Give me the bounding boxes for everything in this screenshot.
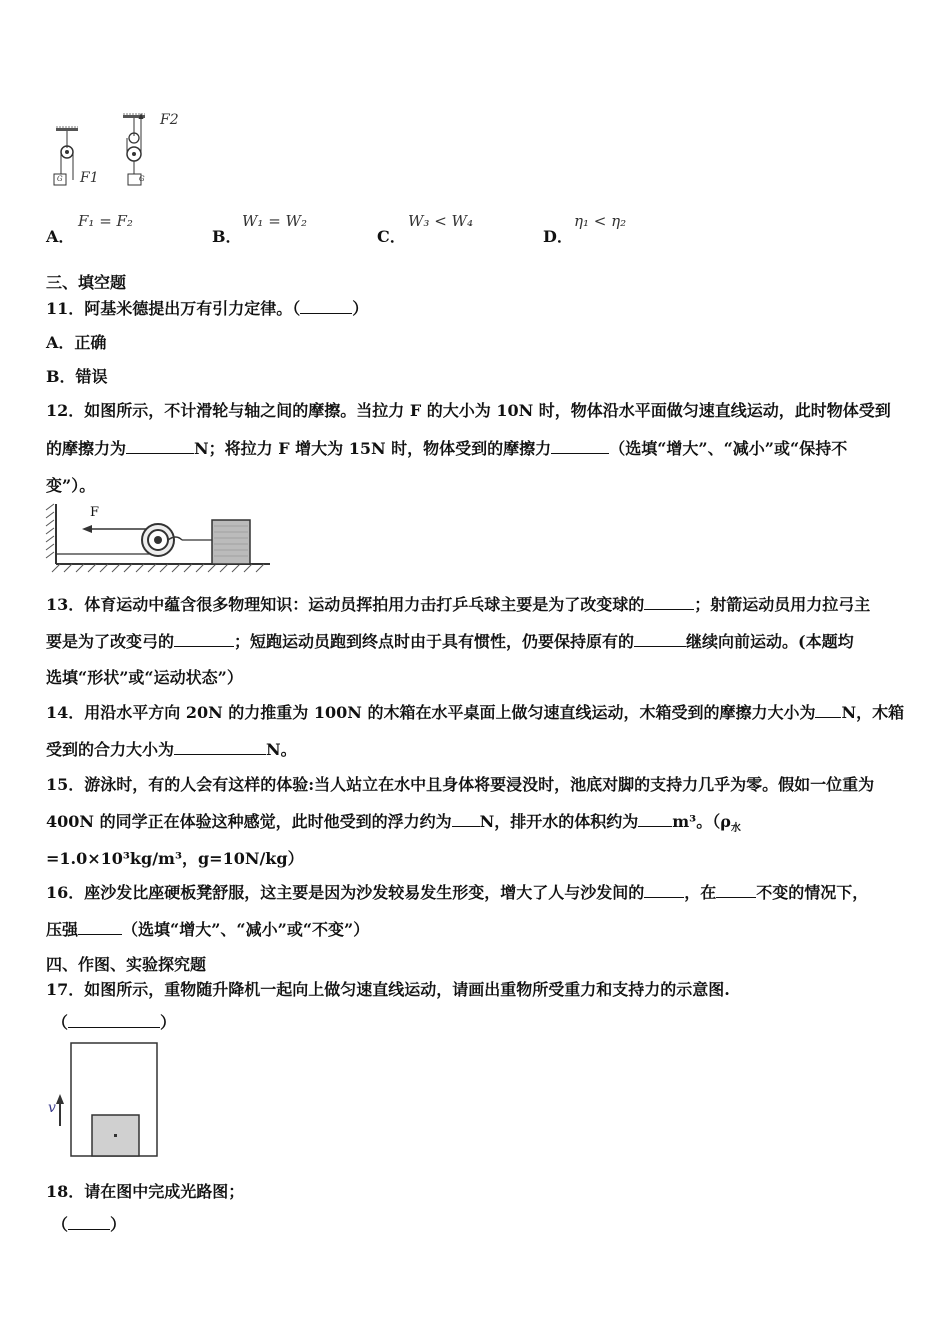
q14-line1: 14．用沿水平方向 20N 的力推重为 100N 的木箱在水平桌面上做匀速直线运动，木箱受到的摩擦力大小为 N，木箱	[46, 703, 905, 722]
q11-option-a: A．正确	[46, 333, 107, 352]
q16-area-blank[interactable]	[644, 883, 684, 898]
q18-answer-blank[interactable]	[68, 1215, 110, 1230]
q12-line3: 变”）。	[46, 476, 96, 495]
q12-friction-blank[interactable]	[126, 439, 194, 454]
q11-stem: 11．阿基米德提出万有引力定律。（ ）	[46, 299, 369, 318]
q14-line2: 受到的合力大小为 N。	[46, 740, 297, 759]
q13-line1: 13．体育运动中蕴含很多物理知识：运动员挥拍用力击打乒乓球主要是为了改变球的 ；射箭运动员用力拉弓主	[46, 595, 871, 614]
q13-ball-blank[interactable]	[644, 595, 694, 610]
q17-velocity-label: v	[48, 1100, 56, 1116]
q16-pressure-blank[interactable]	[78, 920, 122, 935]
q16-force-blank[interactable]	[716, 883, 756, 898]
pulley-label-f1: F1	[80, 170, 99, 186]
weight-label-g-right: G	[139, 175, 145, 183]
q12-change-blank[interactable]	[551, 439, 609, 454]
q15-line1: 15．游泳时，有的人会有这样的体验:当人站立在水中且身体将要浸没时，池底对脚的支持力几乎为零。假如一位重为	[46, 775, 875, 794]
q15-volume-blank[interactable]	[638, 812, 672, 827]
q12-pulley-figure	[44, 502, 274, 576]
q13-runner-blank[interactable]	[634, 632, 686, 647]
section3-title: 三、填空题	[46, 273, 127, 292]
q14-friction-blank[interactable]	[815, 703, 841, 718]
q13-line2: 要是为了改变弓的 ；短跑运动员跑到终点时由于具有惯性，仍要保持原有的 继续向前运动。(本题均	[46, 632, 854, 651]
q15-line3: =1.0×10³kg/m³，g=10N/kg）	[46, 849, 304, 868]
q13-line3: 选填“形状”或“运动状态”）	[46, 668, 243, 687]
q12-line2: 的摩擦力为 N；将拉力 F 增大为 15N 时，物体受到的摩擦力 （选填“增大”、“减小”或“保持不	[46, 439, 848, 458]
q15-buoyancy-blank[interactable]	[452, 812, 480, 827]
q11-option-b: B．错误	[46, 367, 108, 386]
weight-label-g-left: G	[57, 175, 63, 183]
q12-line1: 12．如图所示，不计滑轮与轴之间的摩擦。当拉力 F 的大小为 10N 时，物体沿水平面做匀速直线运动，此时物体受到	[46, 401, 891, 420]
section4-title: 四、作图、实验探究题	[46, 955, 207, 974]
q17-answer: （ ）	[52, 1013, 177, 1032]
q17-elevator-figure	[44, 1040, 164, 1160]
q11-answer-blank[interactable]	[300, 299, 352, 314]
q10-option-b-expr: W₁ = W₂	[242, 212, 307, 230]
q10-option-c-expr: W₃ < W₄	[408, 212, 473, 230]
q18-answer: （ ）	[52, 1215, 127, 1234]
q13-bow-blank[interactable]	[174, 632, 234, 647]
q14-net-force-blank[interactable]	[174, 740, 266, 755]
q10-option-c: C．	[377, 227, 406, 246]
q10-option-d-expr: η₁ < η₂	[574, 212, 627, 230]
q10-option-d: D．	[543, 227, 573, 246]
pulley-label-f2: F2	[160, 112, 179, 128]
q16-line2: 压强 （选填“增大”、“减小”或“不变”）	[46, 920, 370, 939]
q17-answer-blank[interactable]	[68, 1013, 160, 1028]
q18-stem: 18．请在图中完成光路图；	[46, 1182, 245, 1201]
q10-option-a: A．	[46, 227, 75, 246]
q16-line1: 16．座沙发比座硬板凳舒服，这主要是因为沙发较易发生形变，增大了人与沙发间的 ，在 不变的情况下，	[46, 883, 869, 902]
q12-force-label: F	[90, 505, 100, 520]
q17-stem: 17．如图所示，重物随升降机一起向上做匀速直线运动，请画出重物所受重力和支持力的示意图.	[46, 980, 730, 999]
q10-option-a-expr: F₁ = F₂	[78, 212, 133, 230]
q10-option-b: B．	[212, 227, 242, 246]
q15-line2: 400N 的同学正在体验这种感觉，此时他受到的浮力约为 N，排开水的体积约为 m³。（$\rho_水$	[46, 812, 741, 835]
